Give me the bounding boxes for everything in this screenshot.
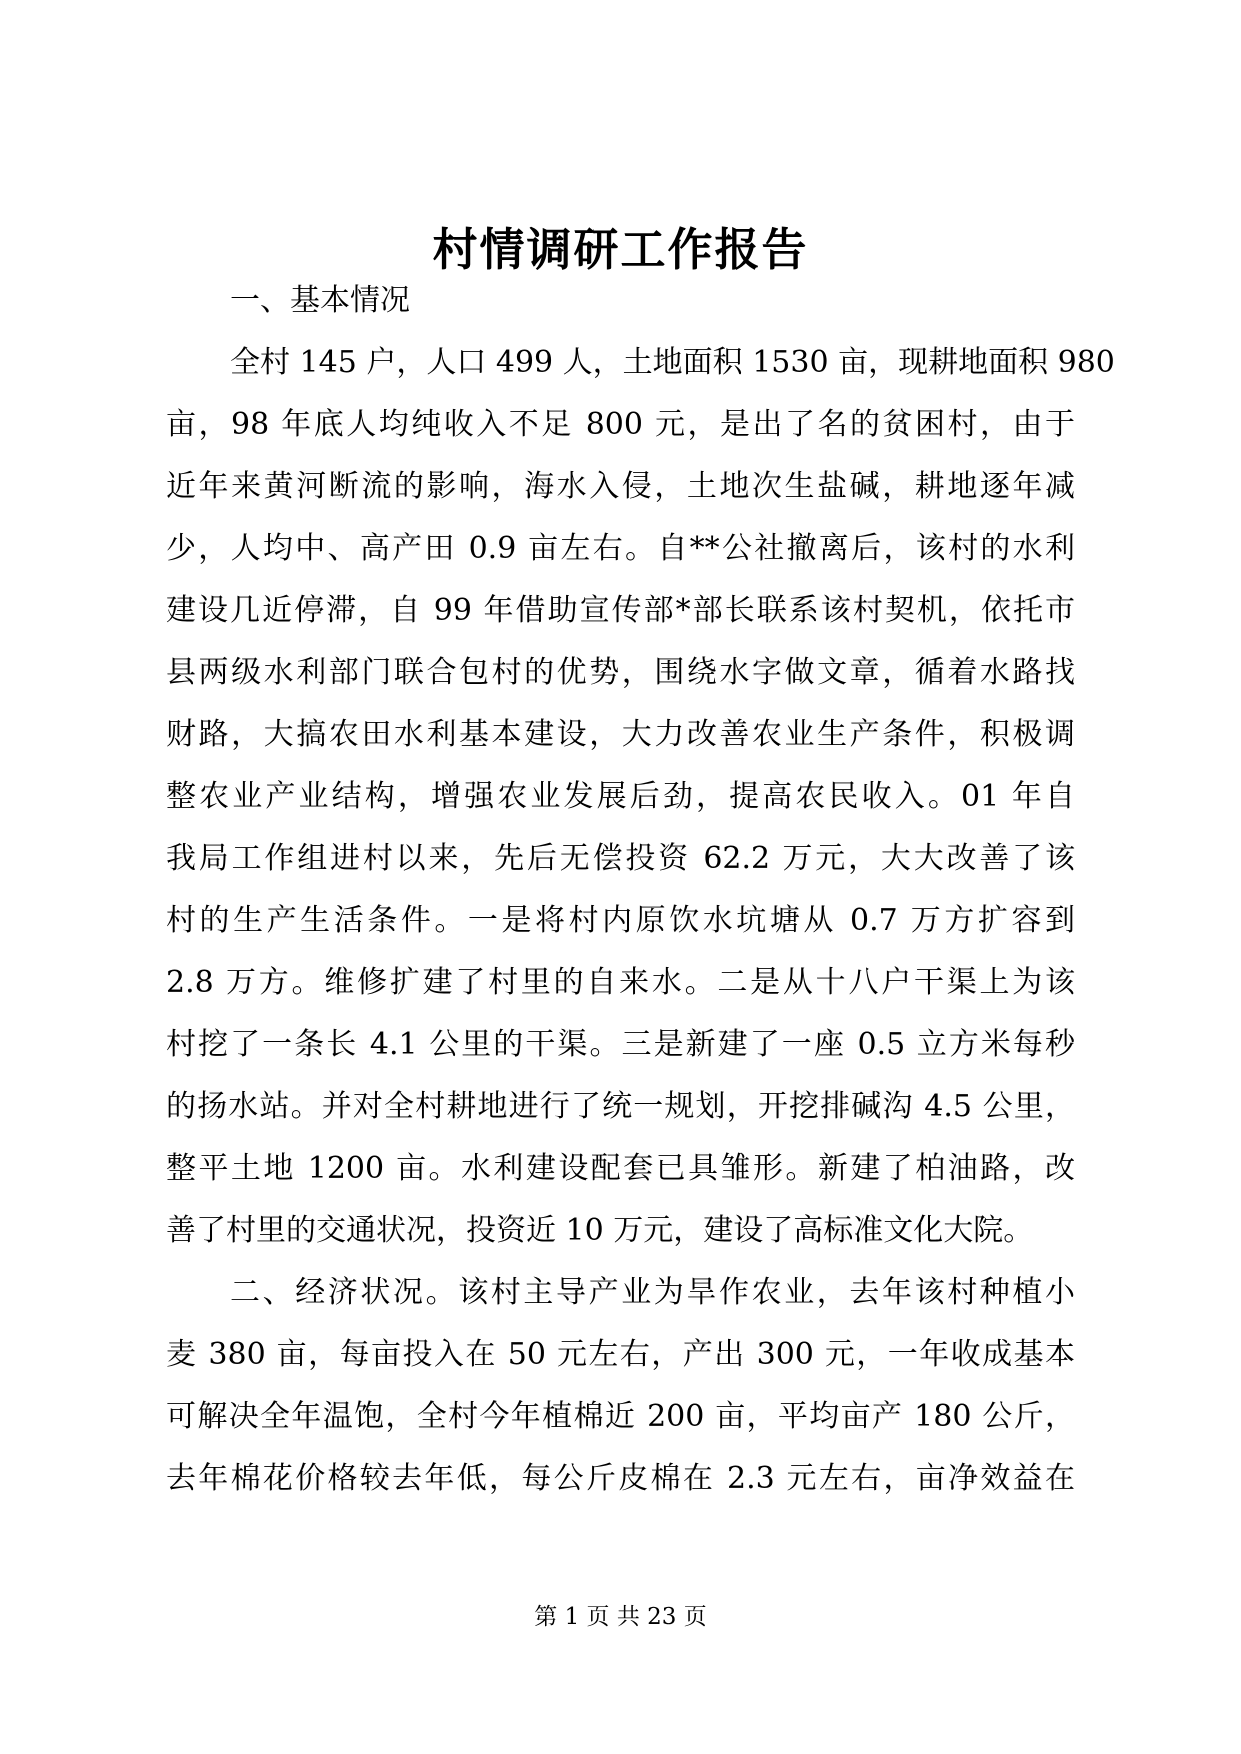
paragraph-line: 村挖了一条长 4.1 公里的干渠。三是新建了一座 0.5 立方米每秒 xyxy=(166,1027,1075,1062)
paragraph-line: 整农业产业结构，增强农业发展后劲，提高农民收入。01 年自 xyxy=(166,779,1075,814)
paragraph-line: 财路，大搞农田水利基本建设，大力改善农业生产条件，积极调 xyxy=(166,717,1075,752)
document-body xyxy=(166,270,1115,1510)
paragraph-line: 的扬水站。并对全村耕地进行了统一规划，开挖排碱沟 4.5 公里， xyxy=(166,1089,1075,1124)
paragraph-line: 少，人均中、高产田 0.9 亩左右。自**公社撤离后，该村的水利 xyxy=(166,531,1075,566)
paragraph-line: 全村 145 户，人口 499 人，土地面积 1530 亩，现耕地面积 980 xyxy=(230,345,1115,380)
paragraph-line: 去年棉花价格较去年低，每公斤皮棉在 2.3 元左右，亩净效益在 xyxy=(166,1461,1075,1496)
paragraph-line: 2.8 万方。维修扩建了村里的自来水。二是从十八户干渠上为该 xyxy=(166,965,1075,1000)
paragraph-line: 善了村里的交通状况，投资近 10 万元，建设了高标准文化大院。 xyxy=(166,1213,1034,1248)
page-footer: 第 1 页 共 23 页 xyxy=(534,1604,707,1630)
document-title: 村情调研工作报告 xyxy=(432,223,809,276)
paragraph-line: 可解决全年温饱，全村今年植棉近 200 亩，平均亩产 180 公斤， xyxy=(166,1399,1075,1434)
paragraph-line: 建设几近停滞，自 99 年借助宣传部*部长联系该村契机，依托市 xyxy=(166,593,1075,628)
section-heading: 一、基本情况 xyxy=(230,283,410,318)
paragraph-line: 县两级水利部门联合包村的优势，围绕水字做文章，循着水路找 xyxy=(166,655,1075,690)
paragraph-line: 麦 380 亩，每亩投入在 50 元左右，产出 300 元，一年收成基本 xyxy=(166,1337,1075,1372)
paragraph-line: 村的生产生活条件。一是将村内原饮水坑塘从 0.7 万方扩容到 xyxy=(166,903,1075,938)
paragraph-line: 二、经济状况。该村主导产业为旱作农业，去年该村种植小 xyxy=(230,1275,1075,1310)
paragraph-line: 亩，98 年底人均纯收入不足 800 元，是出了名的贫困村，由于 xyxy=(166,407,1075,442)
paragraph-line: 我局工作组进村以来，先后无偿投资 62.2 万元，大大改善了该 xyxy=(166,841,1075,876)
paragraph-line: 近年来黄河断流的影响，海水入侵，土地次生盐碱，耕地逐年减 xyxy=(166,469,1075,504)
paragraph-line: 整平土地 1200 亩。水利建设配套已具雏形。新建了柏油路，改 xyxy=(166,1151,1075,1186)
